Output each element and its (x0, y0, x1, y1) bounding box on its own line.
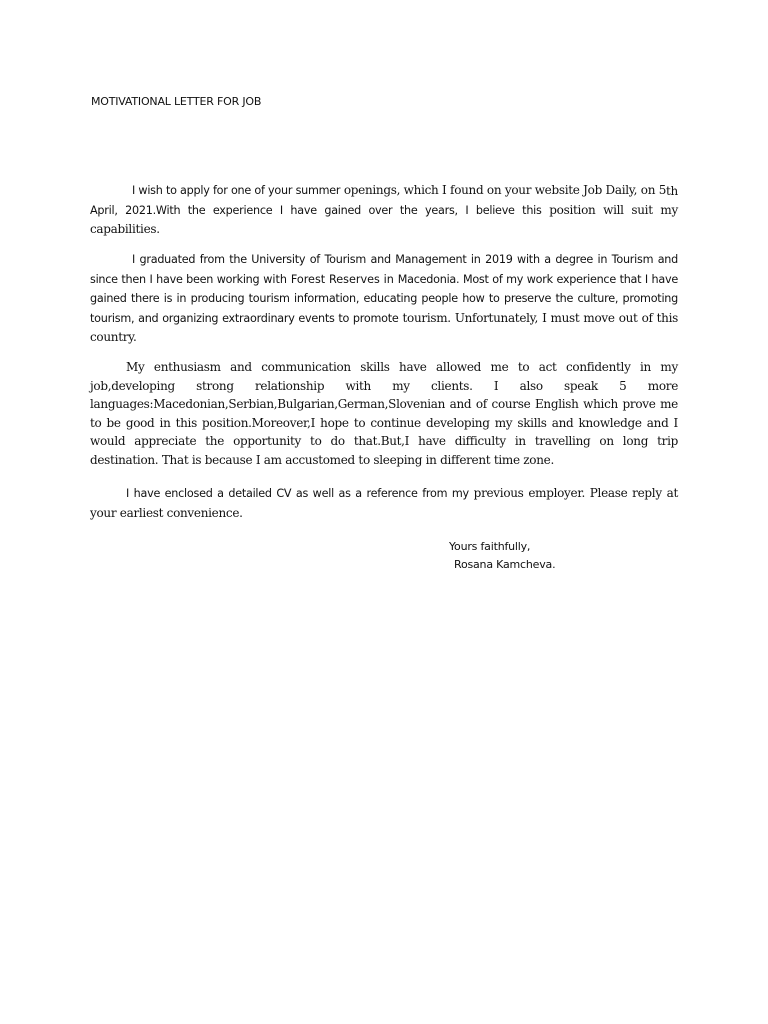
paragraph-application (90, 181, 678, 239)
salutation: Yours faithfully, (449, 540, 531, 553)
paragraph-text: I wish to apply for one of your summer (132, 184, 341, 197)
paragraph-text: openings, which I found on your website Job Daily, on 5 (340, 183, 667, 197)
paragraph-education (90, 250, 678, 347)
paragraph-skills (90, 358, 678, 469)
paragraph-text: with Forest Reserves in (259, 272, 398, 286)
paragraph-text: My enthusiasm and communication skills have allowed me to act confidently in my job,developing strong relationship with my clients. I also speak 5 more languages:Macedonian,Serbian,Bulgarian,German,Slovenian and of course English which prove me to be good in this position.Moreover,I hope to continue developing my skills and knowledge and I would appreciate the opportunity to do that.But,I have difficulty in travelling on long trip destination. That is because I am accustomed to sleeping in different time zone. (90, 360, 678, 467)
paragraph-text: Macedonia. Most of my work experience that I have gained there is in producing tourism information, educating people how to preserve the culture, promoting tourism, and organizing extraordinary events to promote (90, 272, 678, 325)
paragraph-closing-request (90, 484, 678, 522)
paragraph-text: position will suit my capabilities. (90, 202, 678, 236)
paragraph-text: I graduated from the University of Tourism and Management in 2019 with a degree in Tourism and since then I have been working (90, 253, 678, 286)
paragraph-text: I have enclosed a detailed CV as well as a reference from my (126, 487, 469, 500)
signature-block (449, 538, 555, 574)
ordinal-suffix: th (666, 184, 678, 198)
paragraph-text: April, 2021.With the experience I have gained over the years, I believe this (90, 203, 542, 217)
paragraph-text: previous employer. Please reply at your earliest convenience. (90, 486, 678, 520)
signer-name: Rosana Kamcheva. (454, 558, 556, 571)
paragraph-text: tourism. Unfortunately, I must move out of this country. (90, 310, 679, 344)
letter-title: MOTIVATIONAL LETTER FOR JOB (91, 95, 262, 108)
